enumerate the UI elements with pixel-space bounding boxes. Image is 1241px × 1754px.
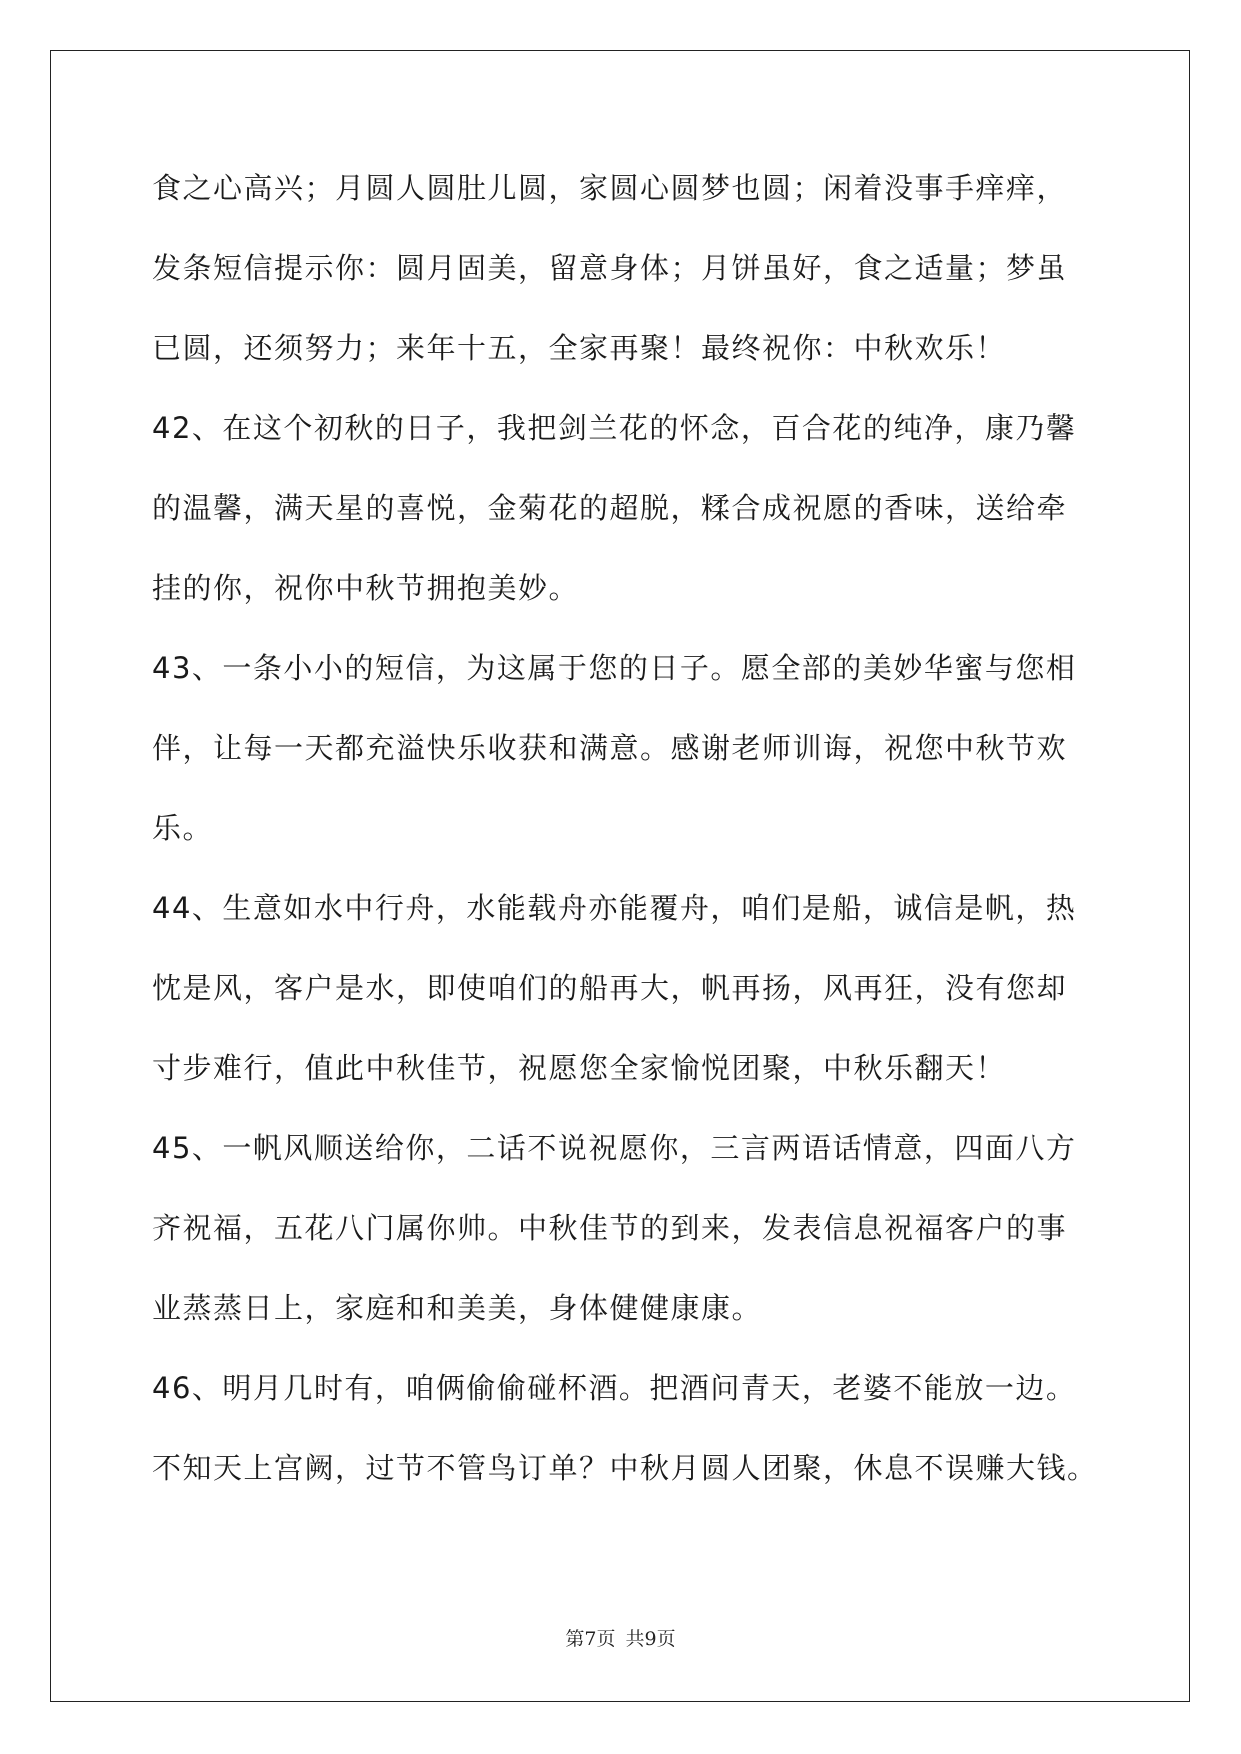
total-pages: 共9页 <box>625 1628 676 1650</box>
text-line: 42、在这个初秋的日子，我把剑兰花的怀念，百合花的纯净，康乃馨 <box>152 411 1077 445</box>
page-footer <box>0 1624 1241 1651</box>
text-line: 齐祝福，五花八门属你帅。中秋佳节的到来，发表信息祝福客户的事 <box>152 1211 1068 1245</box>
text-line: 已圆，还须努力；来年十五，全家再聚！最终祝你：中秋欢乐！ <box>152 331 1007 365</box>
text-line: 挂的你，祝你中秋节拥抱美妙。 <box>152 571 580 605</box>
text-line: 食之心高兴；月圆人圆肚儿圆，家圆心圆梦也圆；闲着没事手痒痒， <box>152 171 1068 205</box>
text-line: 45、一帆风顺送给你，二话不说祝愿你，三言两语话情意，四面八方 <box>152 1131 1077 1165</box>
text-line: 忱是风，客户是水，即使咱们的船再大，帆再扬，风再狂，没有您却 <box>152 971 1068 1005</box>
text-line: 寸步难行，值此中秋佳节，祝愿您全家愉悦团聚，中秋乐翻天！ <box>152 1051 1007 1085</box>
current-page-number: 第7页 <box>565 1628 616 1650</box>
text-line: 乐。 <box>152 811 214 845</box>
text-line: 46、明月几时有，咱俩偷偷碰杯酒。把酒问青天，老婆不能放一边。 <box>152 1371 1077 1405</box>
text-line: 不知天上宫阙，过节不管鸟订单？中秋月圆人团聚，休息不误赚大钱。 <box>152 1451 1098 1485</box>
text-line: 业蒸蒸日上，家庭和和美美，身体健健康康。 <box>152 1291 763 1325</box>
document-body <box>152 154 1098 1514</box>
text-line: 伴，让每一天都充溢快乐收获和满意。感谢老师训诲，祝您中秋节欢 <box>152 731 1068 765</box>
text-line: 43、一条小小的短信，为这属于您的日子。愿全部的美妙华蜜与您相 <box>152 651 1077 685</box>
text-line: 44、生意如水中行舟，水能载舟亦能覆舟，咱们是船，诚信是帆，热 <box>152 891 1077 925</box>
text-line: 发条短信提示你：圆月固美，留意身体；月饼虽好，食之适量；梦虽 <box>152 251 1068 285</box>
text-line: 的温馨，满天星的喜悦，金菊花的超脱，糅合成祝愿的香味，送给牵 <box>152 491 1068 525</box>
